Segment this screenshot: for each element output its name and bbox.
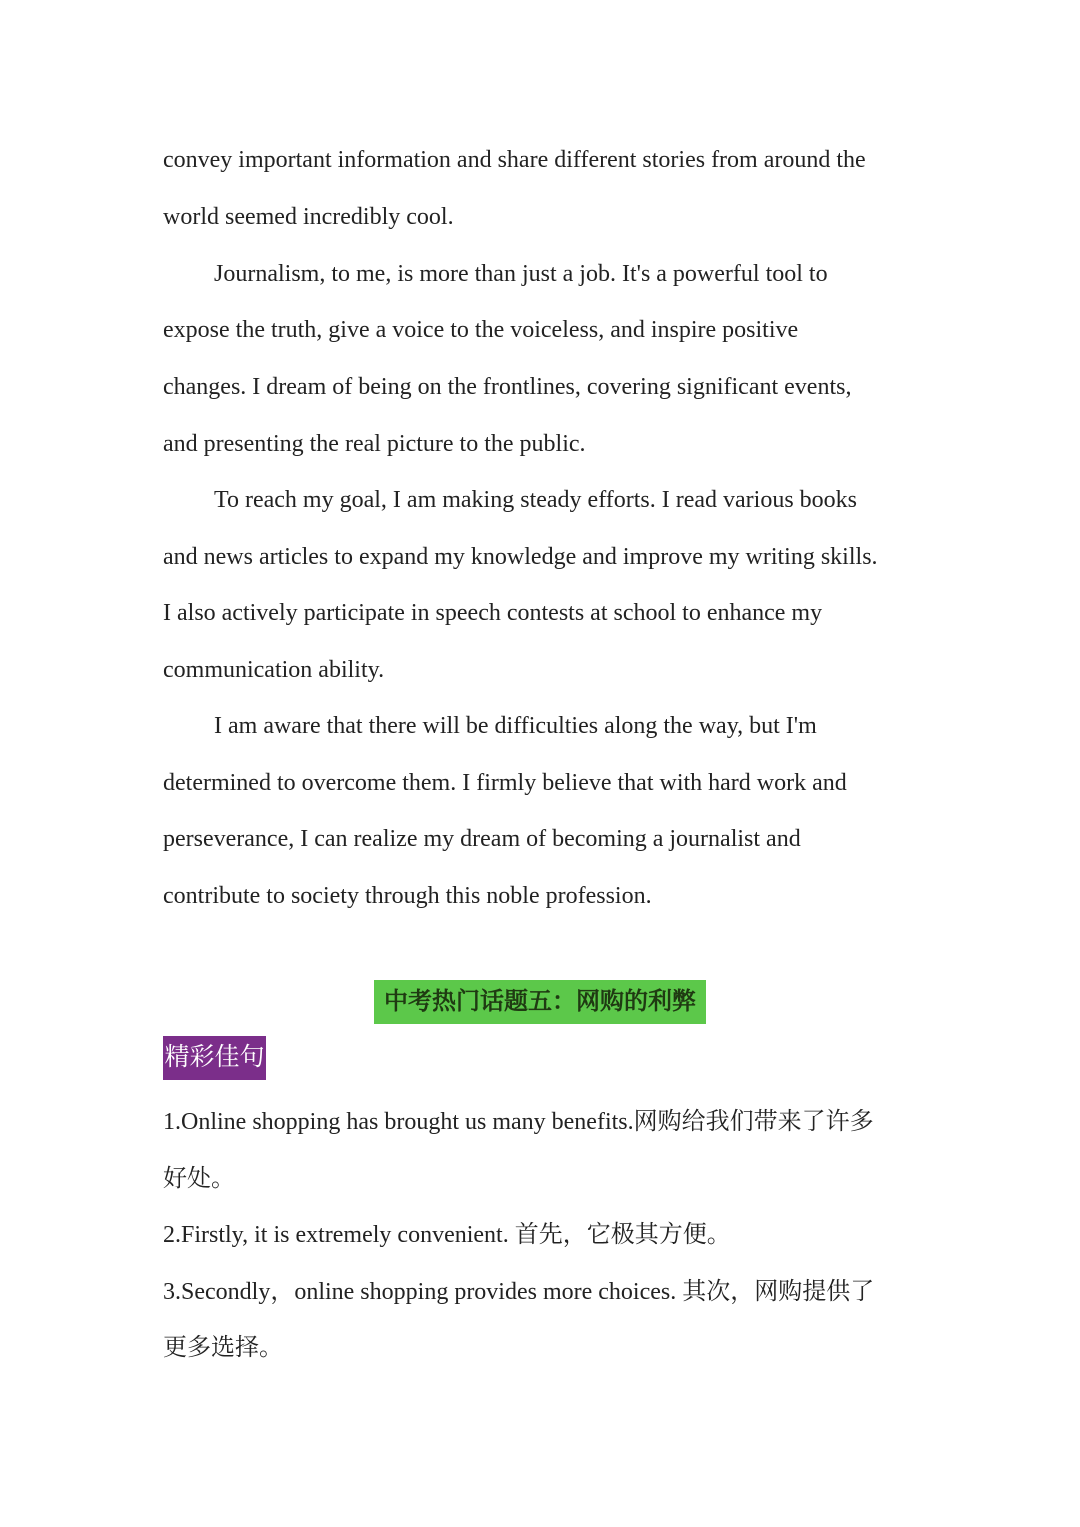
paragraph-2-line-1: Journalism, to me, is more than just a job. It's a powerful tool to	[214, 261, 828, 287]
paragraph-2-line-3: changes. I dream of being on the frontlines, covering significant events,	[163, 374, 852, 400]
paragraph-4-line-1: I am aware that there will be difficulties along the way, but I'm	[214, 713, 817, 739]
paragraph-2-line-2: expose the truth, give a voice to the voiceless, and inspire positive	[163, 317, 799, 343]
paragraph-1-line-1: convey important information and share different stories from around the	[163, 147, 866, 173]
paragraph-4-line-3: perseverance, I can realize my dream of becoming a journalist and	[163, 826, 801, 852]
paragraph-2-line-4: and presenting the real picture to the public.	[163, 431, 586, 457]
paragraph-3-line-3: I also actively participate in speech contests at school to enhance my	[163, 600, 823, 626]
paragraph-1-line-2: world seemed incredibly cool.	[163, 204, 454, 230]
sentence-1-line-2: 好处。	[163, 1166, 235, 1192]
sentence-2-line-1: 2.Firstly, it is extremely convenient. 首先，它极其方便。	[163, 1222, 731, 1248]
sentence-3-line-2: 更多选择。	[163, 1335, 283, 1361]
paragraph-3-line-2: and news articles to expand my knowledge and improve my writing skills.	[163, 544, 878, 570]
section-tag-label: 精彩佳句	[163, 1036, 266, 1080]
paragraph-3-line-1: To reach my goal, I am making steady efforts. I read various books	[214, 487, 858, 513]
paragraph-4-line-4: contribute to society through this noble profession.	[163, 883, 652, 909]
paragraph-3-line-4: communication ability.	[163, 657, 385, 683]
sentence-3-line-1: 3.Secondly，online shopping provides more choices. 其次，网购提供了	[163, 1279, 875, 1305]
paragraph-4-line-2: determined to overcome them. I firmly believe that with hard work and	[163, 770, 847, 796]
section-title-banner: 中考热门话题五：网购的利弊	[374, 980, 706, 1024]
sentence-1-line-1: 1.Online shopping has brought us many benefits.网购给我们带来了许多	[163, 1109, 874, 1135]
